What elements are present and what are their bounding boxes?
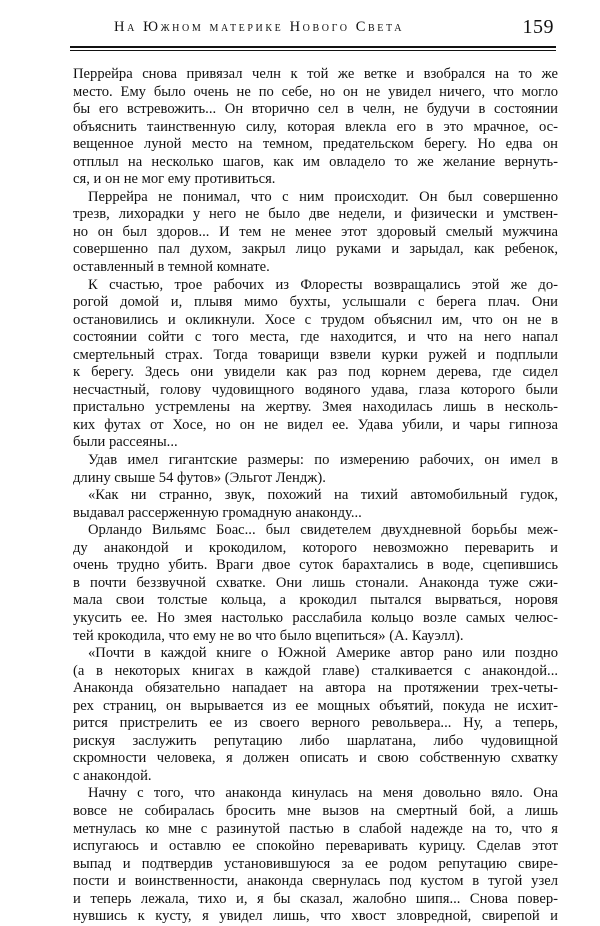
text-line: испугаюсь и оставлю ее спокойно переваривать курицу. Сделав этот xyxy=(73,838,558,855)
text-line: с анакондой. xyxy=(73,767,152,784)
header-rule-thin xyxy=(70,50,556,51)
body-text xyxy=(73,66,558,926)
text-line: вещенное луной место на темном, предательском берегу. Но едва он xyxy=(73,136,558,153)
text-line: остановились и окликнули. Хосе с трудом объяснил им, что он не в xyxy=(73,311,558,328)
text-line: к берегу. Здесь они увидели как раз под корнем дерева, где сидел xyxy=(73,364,558,381)
text-line: состоянии сойти с того места, где находится, и что на него напал xyxy=(73,329,558,346)
text-line: Орландо Вильямс Боас... был свидетелем двухдневной борьбы меж- xyxy=(88,522,558,539)
text-line: длину свыше 54 футов» (Эльгот Лендж). xyxy=(73,469,326,486)
text-line: Перрейра снова привязал челн к той же ветке и взобрался на то же xyxy=(73,66,558,82)
text-line: отплыл на несколько шагов, как им овладело то же желание вернуть- xyxy=(73,153,558,170)
text-line: выпад и подтвердив установившуюся за ее родом репутацию свире- xyxy=(73,855,558,872)
text-line: выдавал рассерженную громадную анаконду... xyxy=(73,504,362,521)
text-line: ких футах от Хосе, но он не видел ее. Удава убили, и чары гипноза xyxy=(73,416,558,433)
text-line: пристально устремлены на жертву. Змея находилась лишь в несколь- xyxy=(73,399,558,416)
text-line: и теперь лежала, тихо и, я бы сказал, жалобно шипя... Снова повер- xyxy=(73,890,558,907)
text-line: пости и воинственности, анаконда свернулась под кустом в тугой узел xyxy=(73,873,558,890)
text-line: ду анакондой и крокодилом, которого невозможно переварить и xyxy=(73,539,558,556)
page-number: 159 xyxy=(522,16,554,38)
text-line: очень трудно убить. Враги двое суток барахтались в воде, сцепившись xyxy=(73,557,558,574)
text-line: Анаконда обязательно нападает на автора на протяжении трех-четы- xyxy=(73,680,558,697)
running-head xyxy=(70,16,556,44)
text-line: рогой домой и, плывя мимо бухты, услышали с берега плач. Они xyxy=(73,294,558,311)
text-line: мала свои толстые кольца, а крокодил пытался вырваться, норовя xyxy=(73,592,558,609)
text-line: бы его встревожить... Он вторично сел в челн, не будучи в состоянии xyxy=(73,101,558,118)
text-line: укусить ее. Но змея настолько расслабила кольцо возле самых челюс- xyxy=(73,609,558,626)
text-line: объяснить таинственную силу, которая влекла его в это мрачное, ос- xyxy=(73,118,558,135)
text-line: несчастный, голову чудовищного водяного удава, глаза которого были xyxy=(73,381,558,398)
header-rule-thick xyxy=(70,46,556,48)
text-line: оставленный в темной комнате. xyxy=(73,259,270,276)
text-line: тей крокодила, что ему не во что было вцепиться» (А. Кауэлл). xyxy=(73,627,464,644)
text-line: Удав имел гигантские размеры: по измерению рабочих, он имел в xyxy=(88,452,558,469)
text-line: но он был здоров... И тем не менее этот здоровый смелый мужчина xyxy=(73,223,558,240)
running-title: На Южном материке Нового Света xyxy=(114,19,405,35)
text-line: были рассеяны... xyxy=(73,434,178,451)
text-line: рех страниц, он вырывается из ее мощных объятий, покуда не исхит- xyxy=(73,697,558,714)
text-line: трезв, лихорадки у него не было две недели, и физически и умствен- xyxy=(73,206,558,223)
text-line: «Как ни странно, звук, похожий на тихий автомобильный гудок, xyxy=(88,487,558,504)
text-line: Начну с того, что анаконда кинулась на меня довольно вяло. Она xyxy=(88,785,558,802)
text-line: в почти беззвучной схватке. Они лишь стонали. Анаконда туже сжи- xyxy=(73,574,558,591)
text-line: метнулась ко мне с разинутой пастью в слабой надежде на то, что я xyxy=(73,820,558,837)
text-line: рискуя заслужить репутацию либо шарлатана, либо чудовищной xyxy=(73,732,558,749)
text-line: смертельный страх. Тогда товарищи взвели курки ружей и подплыли xyxy=(73,346,558,363)
text-line: место. Ему было очень не по себе, но он не увидел ничего, что могло xyxy=(73,83,558,100)
text-line: рится пристрелить ее из своего верного револьвера... Ну, а теперь, xyxy=(73,715,558,732)
text-line: (а в некоторых книгах в каждой главе) сталкивается с анакондой... xyxy=(73,662,558,679)
text-line: совершенно пал духом, закрыл лицо руками и зарыдал, как ребенок, xyxy=(73,241,558,258)
text-line: вовсе не собиралась бросить мне вызов на смертный бой, а лишь xyxy=(73,802,558,819)
text-line: скромности человека, я должен описать и свою собственную схватку xyxy=(73,750,558,767)
text-line: К счастью, трое рабочих из Флоресты возвращались этой же до- xyxy=(88,276,558,293)
text-line: нувшись к кусту, я увидел лишь, что хвост зловредной, свирепой и xyxy=(73,908,558,925)
text-line: Перрейра не понимал, что с ним происходит. Он был совершенно xyxy=(88,188,558,205)
text-line: ся, и он не мог ему противиться. xyxy=(73,171,276,188)
text-line: «Почти в каждой книге о Южной Америке автор рано или поздно xyxy=(88,645,558,662)
